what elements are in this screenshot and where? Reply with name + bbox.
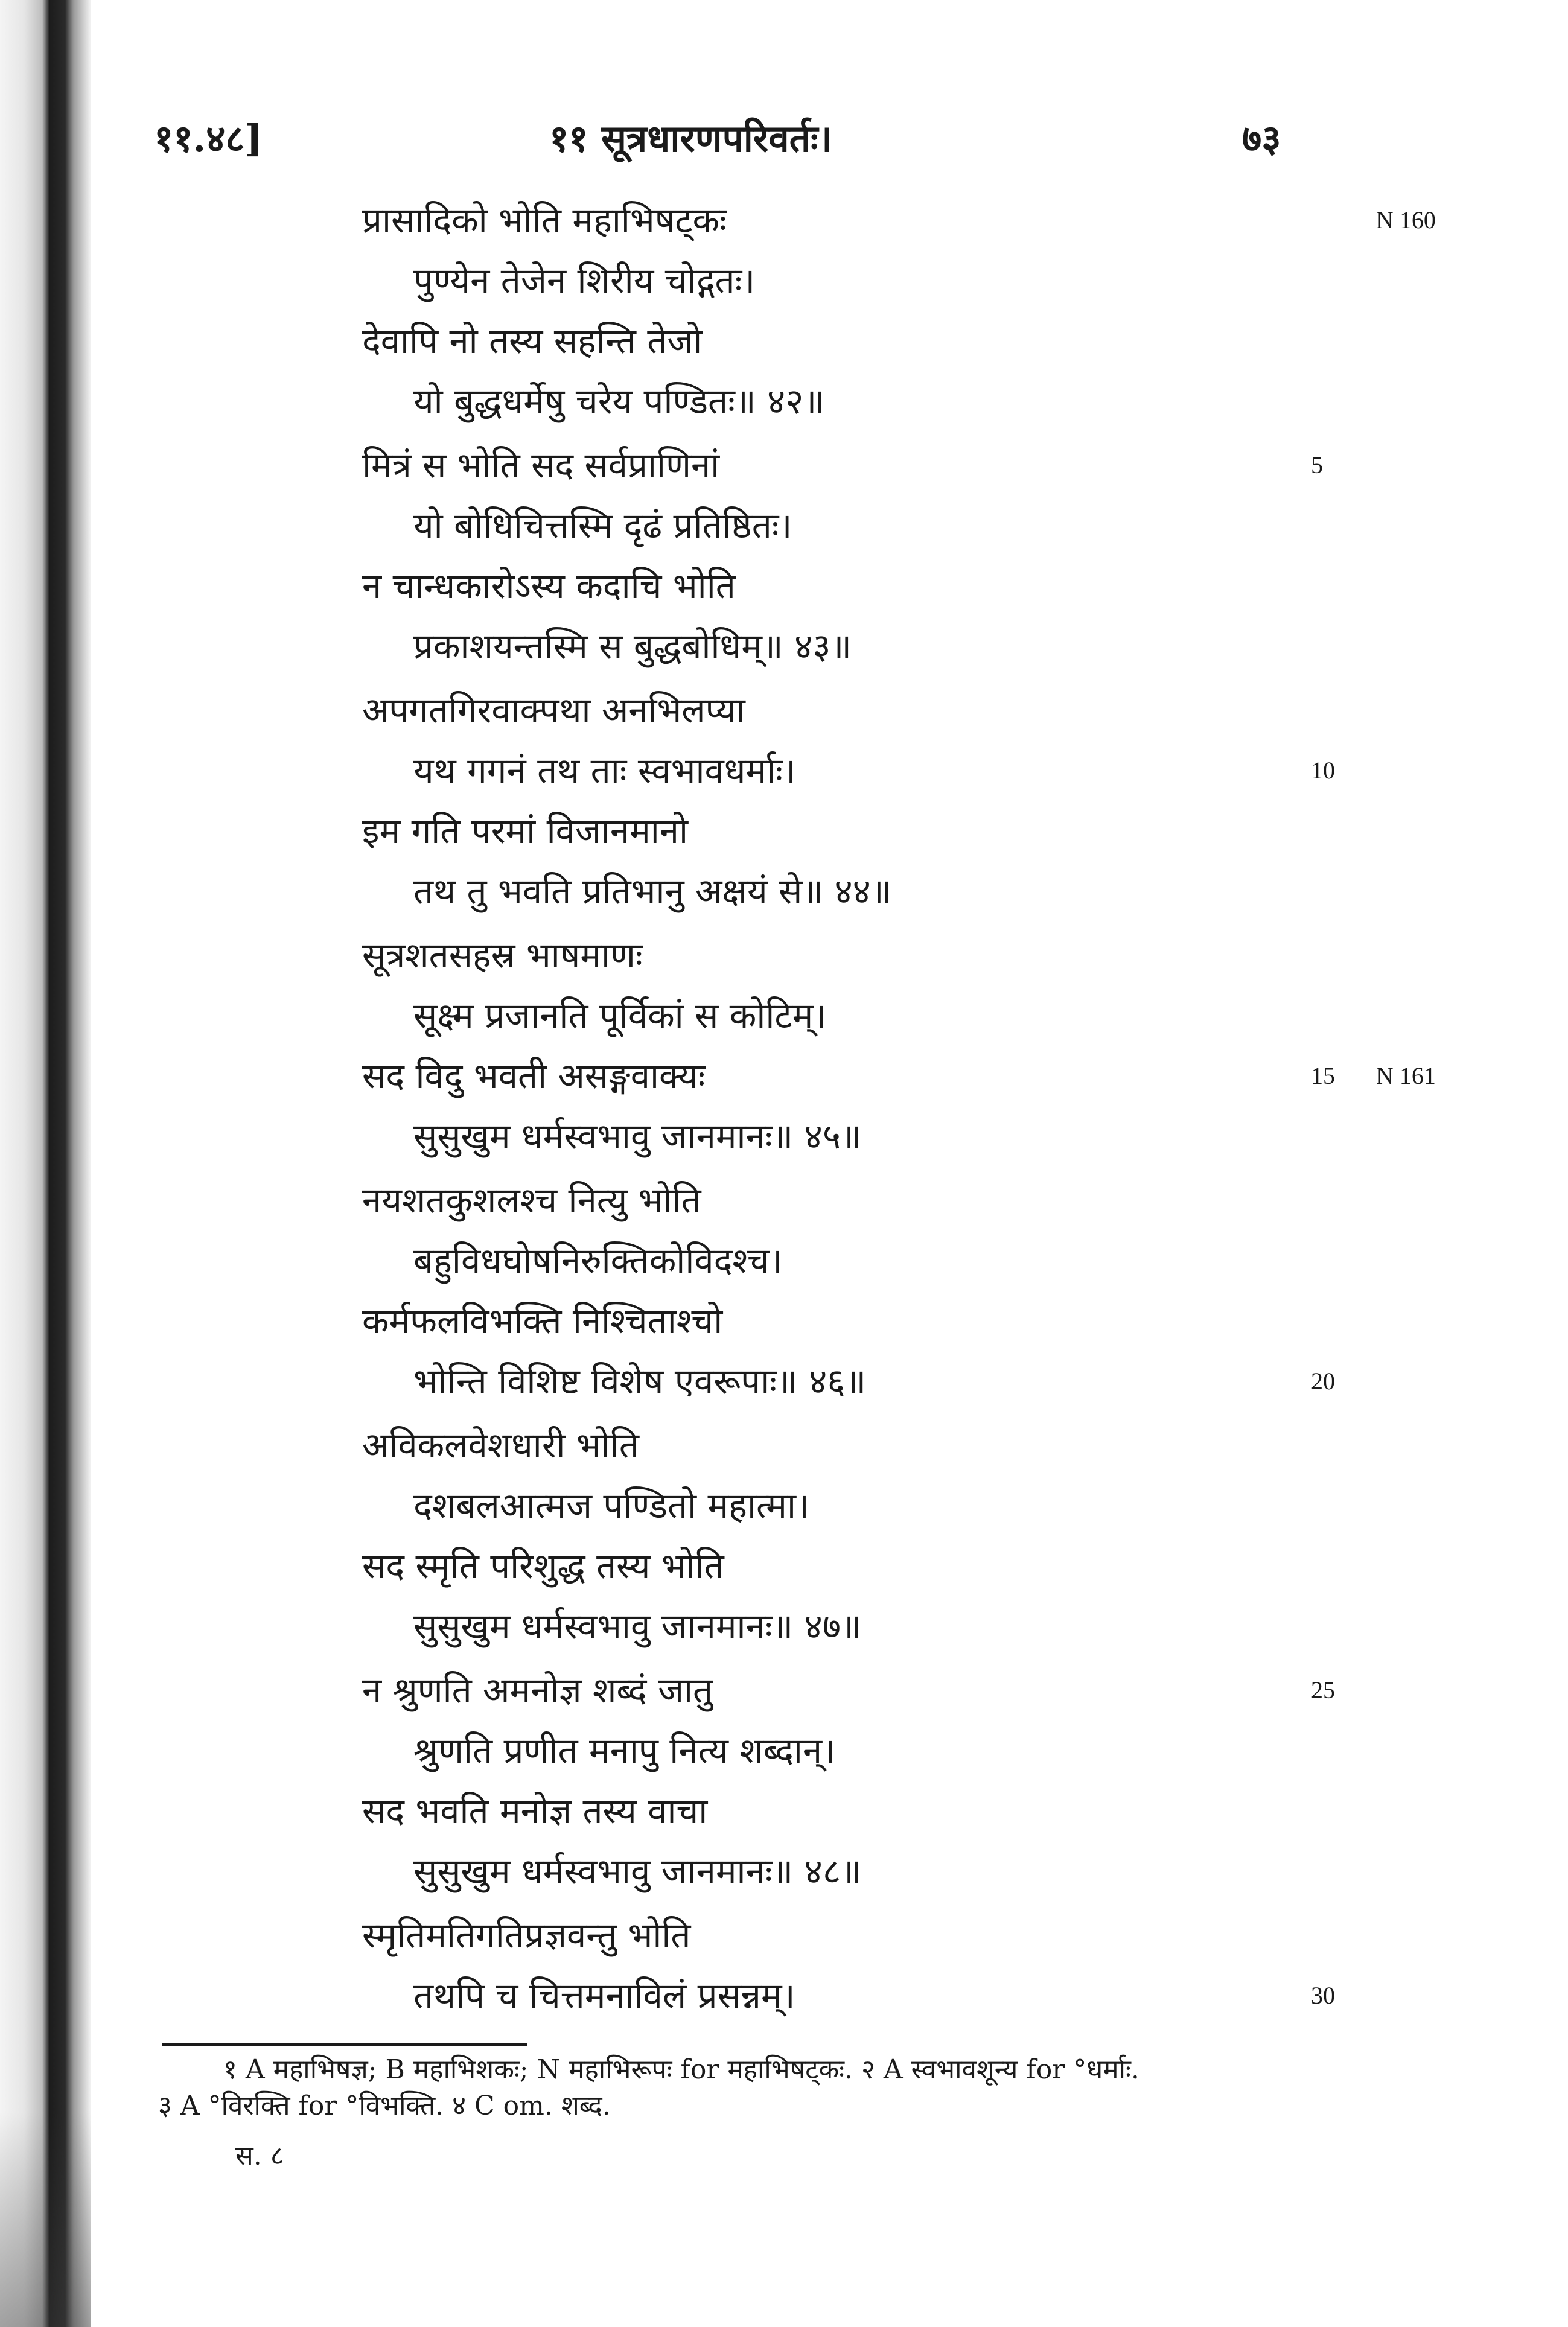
verse-line: प्रकाशयन्तस्मि स बुद्धबोधिम्॥ ४३॥ — [413, 626, 852, 667]
scan-binding-edge — [0, 0, 91, 2327]
verse-line: सद स्मृति परिशुद्ध तस्य भोति — [362, 1545, 724, 1587]
line-number: 5 — [1311, 451, 1323, 479]
verse-line: इम गति परमां विजानमानो — [362, 810, 689, 852]
footnote-line: ३ A °विरक्ति for °विभक्ति. ४ C om. शब्द. — [158, 2090, 611, 2121]
verse-line: सद भवति मनोज्ञ तस्य वाचा — [362, 1791, 708, 1832]
verse-line: बहुविधघोषनिरुक्तिकोविदश्च। — [413, 1240, 783, 1281]
verse-line: यथ गगनं तथ ताः स्वभावधर्माः। — [413, 750, 796, 791]
line-number: 25 — [1311, 1676, 1335, 1704]
verse-line: तथ तु भवति प्रतिभानु अक्षयं से॥ ४४॥ — [413, 871, 892, 912]
running-header — [0, 112, 1568, 161]
verse-line: सद विदु भवती असङ्गवाक्यः — [362, 1055, 706, 1097]
line-number: 20 — [1311, 1367, 1335, 1395]
verse-line: तथपि च चित्तमनाविलं प्रसन्नम्। — [413, 1975, 795, 2016]
verse-line: सूत्रशतसहस्र भाषमाणः — [362, 935, 643, 976]
verse-line: यो बोधिचित्तस्मि दृढं प्रतिष्ठितः। — [413, 505, 792, 546]
page-number: ७३ — [1242, 116, 1281, 161]
manuscript-folio-ref: N 160 — [1376, 206, 1436, 234]
verse-line: सूक्ष्म प्रजानति पूर्विकां स कोटिम्। — [413, 995, 827, 1036]
verse-line: अपगतगिरवाक्पथा अनभिलप्या — [362, 690, 745, 731]
verse-line: न श्रुणति अमनोज्ञ शब्दं जातु — [362, 1670, 713, 1711]
verse-line: प्रासादिको भोति महाभिषट्कः — [362, 200, 727, 241]
verse-line: भोन्ति विशिष्ट विशेष एवरूपाः॥ ४६॥ — [413, 1361, 867, 1402]
verse-line: पुण्येन तेजेन शिरीय चोद्गतः। — [413, 260, 756, 301]
verse-line: अविकलवेशधारी भोति — [362, 1425, 639, 1466]
footnote-rule — [162, 2043, 527, 2046]
verse-line: सुसुखुम धर्मस्वभावु जानमानः॥ ४८॥ — [413, 1851, 862, 1892]
line-number: 15 — [1311, 1062, 1335, 1089]
line-number: 10 — [1311, 757, 1335, 784]
verse-line: सुसुखुम धर्मस्वभावु जानमानः॥ ४५॥ — [413, 1116, 862, 1157]
verse-line: दशबलआत्मज पण्डितो महात्मा। — [413, 1485, 809, 1526]
line-number: 30 — [1311, 1982, 1335, 2009]
verse-line: देवापि नो तस्य सहन्ति तेजो — [362, 320, 703, 361]
verse-line: सुसुखुम धर्मस्वभावु जानमानः॥ ४७॥ — [413, 1606, 862, 1647]
verse-line: स्मृतिमतिगतिप्रज्ञवन्तु भोति — [362, 1915, 691, 1956]
manuscript-folio-ref: N 161 — [1376, 1062, 1436, 1089]
verse-line: न चान्धकारोऽस्य कदाचि भोति — [362, 565, 736, 606]
verse-line: श्रुणति प्रणीत मनापु नित्य शब्दान्। — [413, 1730, 836, 1771]
verse-range: ११.४८] — [154, 116, 263, 161]
signature-mark: स. ८ — [235, 2141, 284, 2171]
verse-line: यो बुद्धधर्मेषु चरेय पण्डितः॥ ४२॥ — [413, 381, 825, 422]
chapter-title: ११ सूत्रधारणपरिवर्तः। — [549, 116, 833, 161]
scan-binding-shadow — [0, 2112, 91, 2327]
verse-line: कर्मफलविभक्ति निश्चिताश्चो — [362, 1300, 723, 1342]
footnote-line: १ A महाभिषज्ञ; B महाभिशकः; N महाभिरूपः for महाभिषट्कः. २ A स्वभावशून्य for °धर्माः. — [223, 2054, 1139, 2085]
verse-line: मित्रं स भोति सद सर्वप्राणिनां — [362, 445, 720, 486]
verse-line: नयशतकुशलश्च नित्यु भोति — [362, 1180, 701, 1221]
